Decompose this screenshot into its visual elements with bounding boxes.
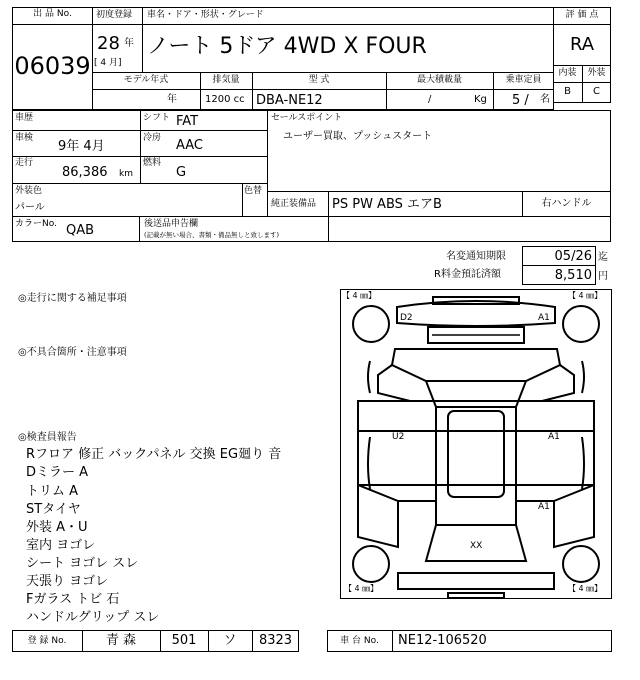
first-reg-year-unit: 年 bbox=[124, 38, 134, 49]
damage-xx: XX bbox=[470, 541, 483, 551]
history-label: 車歴 bbox=[15, 113, 34, 123]
damage-d2: D2 bbox=[400, 313, 413, 323]
name-change-value: 05/26 bbox=[554, 249, 592, 264]
shift-label: シフト bbox=[143, 113, 171, 123]
steering-value: 右ハンドル bbox=[541, 198, 592, 209]
reg-class: 501 bbox=[171, 633, 197, 648]
first-reg-label: 初度登録 bbox=[96, 10, 133, 20]
capacity-value: 5 / bbox=[512, 93, 529, 108]
exterior-label: 外装 bbox=[587, 68, 606, 78]
model-year-label: モデル年式 bbox=[123, 75, 169, 85]
front-left-tire-icon bbox=[353, 306, 389, 342]
exterior-color-box bbox=[12, 183, 268, 217]
reg-kana: ソ bbox=[223, 633, 237, 648]
mileage-value: 86,386 bbox=[62, 165, 108, 180]
model-label: 車名・ドア・形状・グレード bbox=[147, 10, 264, 20]
color-change-label: 色替 bbox=[244, 186, 263, 196]
displacement-label: 排気量 bbox=[212, 75, 240, 85]
inspector-line: Rフロア 修正 バックパネル 交換 EG廻り 音 bbox=[26, 447, 282, 462]
exterior-color-label: 外装色 bbox=[15, 186, 43, 196]
color-no-label: カラーNo. bbox=[15, 219, 57, 229]
fuel-label: 燃料 bbox=[143, 158, 162, 168]
inspector-line: STタイヤ bbox=[26, 502, 81, 517]
tread-front-left: 【 4 ㎜】 bbox=[342, 291, 377, 300]
max-load-sep: / bbox=[428, 94, 432, 105]
name-change-unit: 迄 bbox=[598, 252, 608, 263]
chassis-number: NE12-106520 bbox=[398, 633, 487, 648]
sales-point-label: セールスポイント bbox=[271, 113, 343, 123]
reg-region: 青 森 bbox=[105, 633, 137, 648]
tread-rear-left: 【 4 ㎜】 bbox=[344, 584, 379, 593]
defects-label: ◎不具合箇所・注意事項 bbox=[18, 347, 127, 358]
grade-label: 評 価 点 bbox=[565, 10, 599, 20]
interior-grade: B bbox=[564, 86, 571, 97]
front-right-tire-icon bbox=[563, 306, 599, 342]
type-value: DBA-NE12 bbox=[256, 93, 323, 108]
lot-label: 出 品 No. bbox=[33, 9, 72, 19]
inspector-line: トリム A bbox=[26, 484, 79, 499]
damage-a1-door: A1 bbox=[538, 502, 550, 512]
first-reg-year: 28 bbox=[97, 33, 120, 54]
tread-rear-right: 【 4 ㎜】 bbox=[568, 584, 603, 593]
grade-value: RA bbox=[569, 34, 595, 55]
options-value: PS PW ABS エアB bbox=[332, 197, 442, 212]
capacity-unit: 名 bbox=[540, 94, 550, 105]
max-load-label: 最大積載量 bbox=[416, 75, 462, 85]
shaken-label: 車検 bbox=[15, 133, 34, 143]
hood-shape bbox=[392, 349, 560, 381]
exterior-grade: C bbox=[593, 86, 600, 97]
tread-front-right: 【 4 ㎜】 bbox=[568, 291, 603, 300]
mileage-unit: km bbox=[119, 169, 133, 179]
inspector-line: Fガラス トビ 石 bbox=[26, 592, 120, 607]
sales-point-value: ユーザー買取、プッシュスタート bbox=[283, 131, 433, 142]
inspector-line: 外装 A・U bbox=[26, 520, 88, 535]
windshield-shape bbox=[426, 381, 526, 407]
displacement-value: 1200 cc bbox=[205, 94, 245, 105]
rear-left-tire-icon bbox=[353, 546, 389, 582]
damage-u2: U2 bbox=[392, 432, 405, 442]
inspector-line: ハンドルグリップ スレ bbox=[26, 610, 160, 625]
post-report-note: (記載が無い場合、書類・備品無しと致します) bbox=[144, 231, 280, 239]
inspector-line: 室内 ヨゴレ bbox=[26, 538, 96, 553]
recycle-value: 8,510 bbox=[554, 268, 592, 283]
options-label: 純正装備品 bbox=[271, 199, 317, 209]
mileage-label: 走行 bbox=[15, 158, 34, 168]
recycle-label: R料金預託済額 bbox=[434, 269, 501, 280]
color-no-value: QAB bbox=[66, 223, 95, 238]
shift-value: FAT bbox=[176, 114, 199, 129]
interior-label: 内装 bbox=[558, 68, 577, 78]
post-report-label: 後送品申告欄 bbox=[144, 219, 199, 229]
model-year-unit: 年 bbox=[167, 94, 177, 105]
inspector-label: ◎検査員報告 bbox=[18, 432, 77, 443]
fuel-value: G bbox=[176, 165, 187, 180]
type-label: 型 式 bbox=[308, 75, 330, 85]
rear-right-tire-icon bbox=[563, 546, 599, 582]
ac-value: AAC bbox=[176, 138, 203, 153]
ac-label: 冷房 bbox=[143, 133, 162, 143]
shaken-value: 9年 4月 bbox=[58, 139, 105, 154]
exterior-color-value: パール bbox=[15, 202, 45, 213]
reg-label: 登 録 No. bbox=[27, 636, 67, 646]
lot-number: 06039 bbox=[14, 52, 91, 80]
first-reg-month: [ 4 月] bbox=[94, 58, 122, 68]
max-load-unit: Kg bbox=[474, 94, 487, 105]
capacity-label: 乗車定員 bbox=[505, 75, 542, 85]
damage-a1-right: A1 bbox=[548, 432, 560, 442]
inspector-line: シート ヨゴレ スレ bbox=[26, 556, 139, 571]
reg-number: 8323 bbox=[258, 633, 293, 648]
rear-bumper-shape bbox=[398, 573, 554, 589]
inspector-line: Dミラー A bbox=[26, 465, 89, 480]
inspector-line: 天張り ヨゴレ bbox=[26, 574, 109, 589]
car-name: ノート 5ドア 4WD X FOUR bbox=[147, 34, 427, 59]
recycle-unit: 円 bbox=[598, 271, 608, 282]
name-change-label: 名変通知期限 bbox=[446, 251, 506, 262]
damage-a1-front: A1 bbox=[538, 313, 550, 323]
body-outline-shape bbox=[358, 401, 594, 485]
car-diagram bbox=[340, 289, 612, 599]
driving-remarks-label: ◎走行に関する補足事項 bbox=[18, 293, 127, 304]
chassis-label: 車 台 No. bbox=[340, 636, 379, 646]
